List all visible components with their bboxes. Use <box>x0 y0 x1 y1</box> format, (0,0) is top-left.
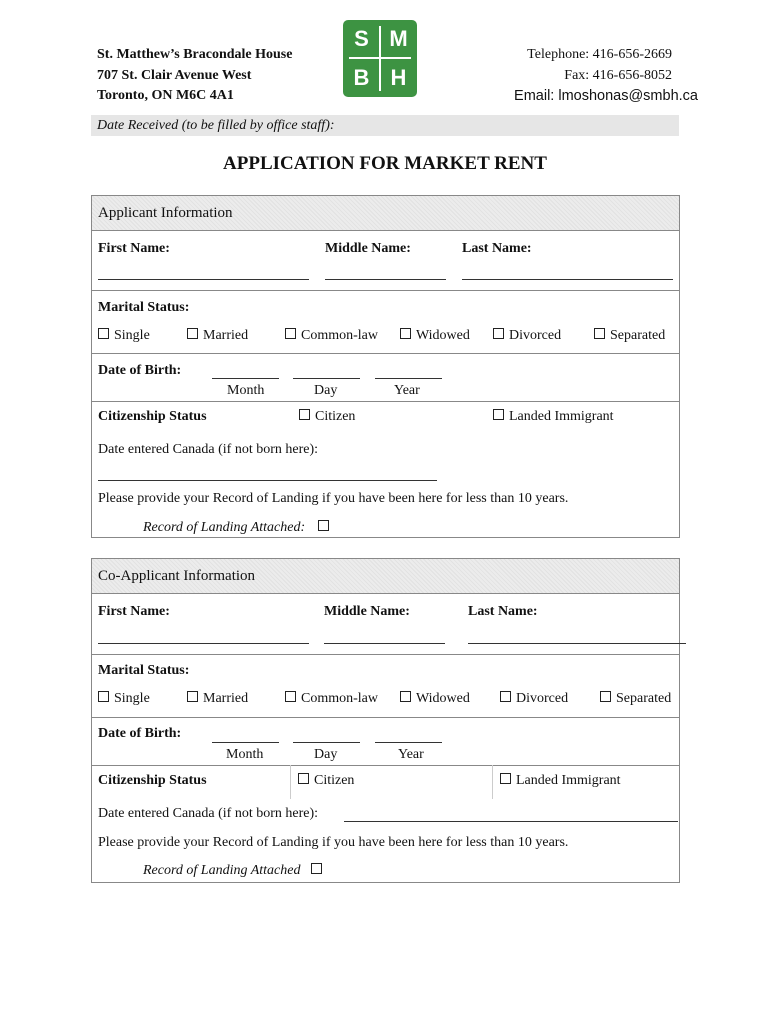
checkbox-icon[interactable] <box>318 520 329 531</box>
date-received-field[interactable]: Date Received (to be filled by office staff): <box>91 115 679 136</box>
middle-name-input[interactable] <box>325 279 446 280</box>
marital-option-single[interactable]: Single <box>98 328 150 344</box>
divider <box>92 717 679 718</box>
first-name-input[interactable] <box>98 279 309 280</box>
middle-name-label: Middle Name: <box>325 241 411 256</box>
marital-option-married[interactable]: Married <box>187 328 248 344</box>
column-separator <box>492 765 493 799</box>
divider <box>92 401 679 402</box>
date-of-birth-label: Date of Birth: <box>98 363 182 378</box>
dob-month-label: Month <box>226 747 264 762</box>
divider <box>92 654 679 655</box>
dob-month-input[interactable] <box>212 742 279 743</box>
checkbox-icon[interactable] <box>500 773 511 784</box>
dob-month-input[interactable] <box>212 378 279 379</box>
org-city: Toronto, ON M6C 4A1 <box>97 88 234 103</box>
date-entered-canada-input[interactable] <box>98 480 437 481</box>
marital-option-common-law[interactable]: Common-law <box>285 328 378 344</box>
applicant-section-heading: Applicant Information <box>92 196 679 231</box>
checkbox-icon[interactable] <box>298 773 309 784</box>
marital-option-widowed[interactable]: Widowed <box>400 328 470 344</box>
checkbox-icon[interactable] <box>285 328 296 339</box>
checkbox-icon[interactable] <box>98 691 109 702</box>
landed-immigrant-option[interactable]: Landed Immigrant <box>493 409 614 425</box>
last-name-label: Last Name: <box>468 604 538 619</box>
page-title: APPLICATION FOR MARKET RENT <box>223 153 547 174</box>
dob-day-label: Day <box>314 383 338 398</box>
logo-divider-horizontal <box>349 57 411 59</box>
marital-status-label: Marital Status: <box>98 663 190 678</box>
logo-letter-h: H <box>390 65 407 90</box>
checkbox-icon[interactable] <box>311 863 322 874</box>
dob-year-label: Year <box>398 747 424 762</box>
email-link[interactable]: Email: lmoshonas@smbh.ca <box>514 88 698 104</box>
org-street: 707 St. Clair Avenue West <box>97 67 252 83</box>
co-applicant-section-heading: Co-Applicant Information <box>92 559 679 594</box>
smbh-logo <box>343 20 417 97</box>
last-name-input[interactable] <box>468 643 686 644</box>
citizenship-status-label: Citizenship Status <box>98 773 207 788</box>
date-entered-canada-label: Date entered Canada (if not born here): <box>98 806 319 821</box>
column-separator <box>290 765 291 799</box>
checkbox-icon[interactable] <box>493 409 504 420</box>
citizen-option[interactable]: Citizen <box>298 773 354 789</box>
checkbox-icon[interactable] <box>187 328 198 339</box>
record-of-landing-note: Please provide your Record of Landing if you have been here for less than 10 years. <box>98 835 569 850</box>
checkbox-icon[interactable] <box>493 328 504 339</box>
checkbox-icon[interactable] <box>299 409 310 420</box>
first-name-label: First Name: <box>98 241 170 256</box>
contact-info <box>514 45 698 107</box>
record-of-landing-note: Please provide your Record of Landing if you have been here for less than 10 years. <box>98 491 569 506</box>
checkbox-icon[interactable] <box>400 691 411 702</box>
date-entered-canada-label: Date entered Canada (if not born here): <box>98 442 319 457</box>
citizen-option[interactable]: Citizen <box>299 409 355 425</box>
fax: Fax: 416-656-8052 <box>564 67 672 83</box>
landed-immigrant-option[interactable]: Landed Immigrant <box>500 773 621 789</box>
logo-letter-m: M <box>389 26 408 51</box>
marital-option-widowed[interactable]: Widowed <box>400 691 470 707</box>
dob-year-label: Year <box>394 383 420 398</box>
applicant-section <box>91 195 680 538</box>
divider <box>92 765 679 766</box>
marital-option-common-law[interactable]: Common-law <box>285 691 378 707</box>
date-of-birth-label: Date of Birth: <box>98 726 182 741</box>
record-attached-option[interactable]: Record of Landing Attached <box>143 863 327 879</box>
marital-status-label: Marital Status: <box>98 300 190 315</box>
dob-day-input[interactable] <box>293 742 360 743</box>
logo-letter-s: S <box>354 26 369 51</box>
logo-letter-b: B <box>353 65 370 90</box>
checkbox-icon[interactable] <box>500 691 511 702</box>
marital-option-separated[interactable]: Separated <box>600 691 671 707</box>
last-name-label: Last Name: <box>462 241 532 256</box>
marital-option-married[interactable]: Married <box>187 691 248 707</box>
last-name-input[interactable] <box>462 279 673 280</box>
checkbox-icon[interactable] <box>98 328 109 339</box>
middle-name-label: Middle Name: <box>324 604 410 619</box>
dob-day-input[interactable] <box>293 378 360 379</box>
checkbox-icon[interactable] <box>594 328 605 339</box>
checkbox-icon[interactable] <box>600 691 611 702</box>
organization-address <box>97 45 292 107</box>
middle-name-input[interactable] <box>324 643 445 644</box>
divider <box>92 353 679 354</box>
dob-year-input[interactable] <box>375 378 442 379</box>
divider <box>92 290 679 291</box>
checkbox-icon[interactable] <box>400 328 411 339</box>
marital-option-divorced[interactable]: Divorced <box>493 328 561 344</box>
first-name-input[interactable] <box>98 643 309 644</box>
marital-option-separated[interactable]: Separated <box>594 328 665 344</box>
first-name-label: First Name: <box>98 604 170 619</box>
co-applicant-section <box>91 558 680 883</box>
dob-month-label: Month <box>227 383 265 398</box>
date-entered-canada-input[interactable] <box>344 821 678 822</box>
marital-option-divorced[interactable]: Divorced <box>500 691 568 707</box>
checkbox-icon[interactable] <box>187 691 198 702</box>
citizenship-status-label: Citizenship Status <box>98 409 207 424</box>
org-name: St. Matthew’s Bracondale House <box>97 47 293 62</box>
checkbox-icon[interactable] <box>285 691 296 702</box>
dob-day-label: Day <box>314 747 338 762</box>
record-attached-option[interactable]: Record of Landing Attached: <box>143 520 334 536</box>
marital-option-single[interactable]: Single <box>98 691 150 707</box>
dob-year-input[interactable] <box>375 742 442 743</box>
telephone: Telephone: 416-656-2669 <box>527 47 672 62</box>
